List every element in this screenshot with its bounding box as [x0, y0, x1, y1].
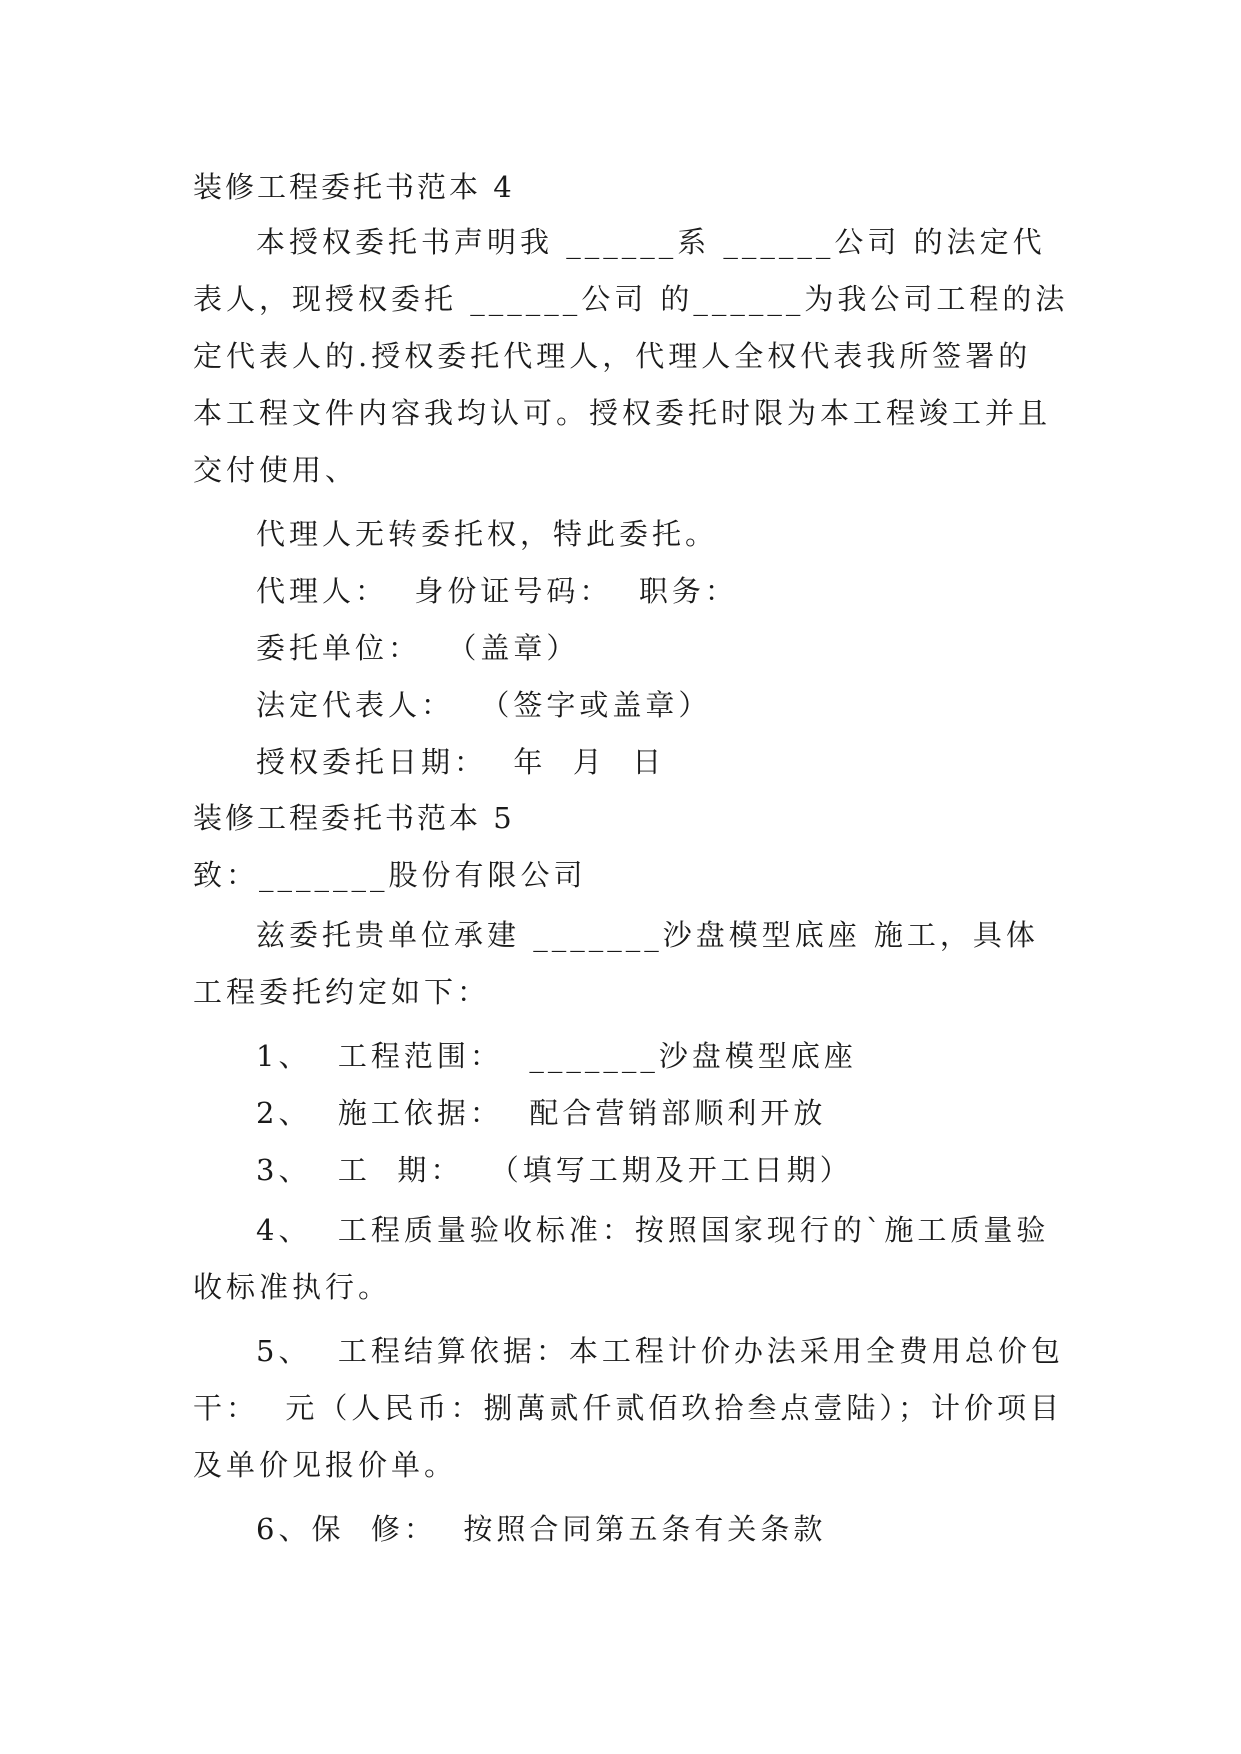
sample5-item5-line1: 5、 工程结算依据：本工程计价办法采用全费用总价包 [256, 1334, 1064, 1368]
sample5-to-line: 致：_______股份有限公司 [193, 858, 587, 892]
sample4-date-line: 授权委托日期： 年 月 日 [256, 745, 666, 779]
sample4-unit-line: 委托单位： （盖章） [256, 631, 580, 665]
sample4-para1-line5: 交付使用、 [193, 453, 359, 487]
sample5-title: 装修工程委托书范本 5 [193, 801, 515, 835]
sample5-intro-line1: 兹委托贵单位承建 _______沙盘模型底座 施工，具体 [256, 918, 1039, 952]
sample5-item5-line2: 干： 元（人民币：捌萬贰仟贰佰玖拾叁点壹陆）；计价项目 [193, 1391, 1063, 1425]
sample4-para1-line1: 本授权委托书声明我 ______系 ______公司 的法定代 [256, 225, 1046, 259]
sample4-para2: 代理人无转委托权，特此委托。 [256, 517, 719, 551]
sample5-item2: 2、 施工依据： 配合营销部顺利开放 [256, 1096, 827, 1130]
sample5-item3: 3、 工 期： （填写工期及开工日期） [256, 1153, 853, 1187]
sample5-item4-line1: 4、 工程质量验收标准：按照国家现行的`施工质量验 [256, 1213, 1050, 1247]
sample4-representative-line: 法定代表人： （签字或盖章） [256, 688, 712, 722]
sample5-item6: 6、保 修： 按照合同第五条有关条款 [256, 1512, 827, 1546]
sample5-item5-line3: 及单价见报价单。 [193, 1448, 458, 1482]
sample4-para1-line3: 定代表人的.授权委托代理人，代理人全权代表我所签署的 [193, 339, 1032, 373]
sample4-agent-line: 代理人： 身份证号码： 职务： [256, 574, 738, 608]
sample4-para1-line2: 表人，现授权委托 ______公司 的______为我公司工程的法 [193, 282, 1069, 316]
sample4-para1-line4: 本工程文件内容我均认可。授权委托时限为本工程竣工并且 [193, 396, 1052, 430]
sample5-item4-line2: 收标准执行。 [193, 1270, 392, 1304]
sample5-item1: 1、 工程范围： _______沙盘模型底座 [256, 1039, 857, 1073]
sample5-intro-line2: 工程委托约定如下： [193, 975, 491, 1009]
sample4-title: 装修工程委托书范本 4 [193, 170, 515, 204]
